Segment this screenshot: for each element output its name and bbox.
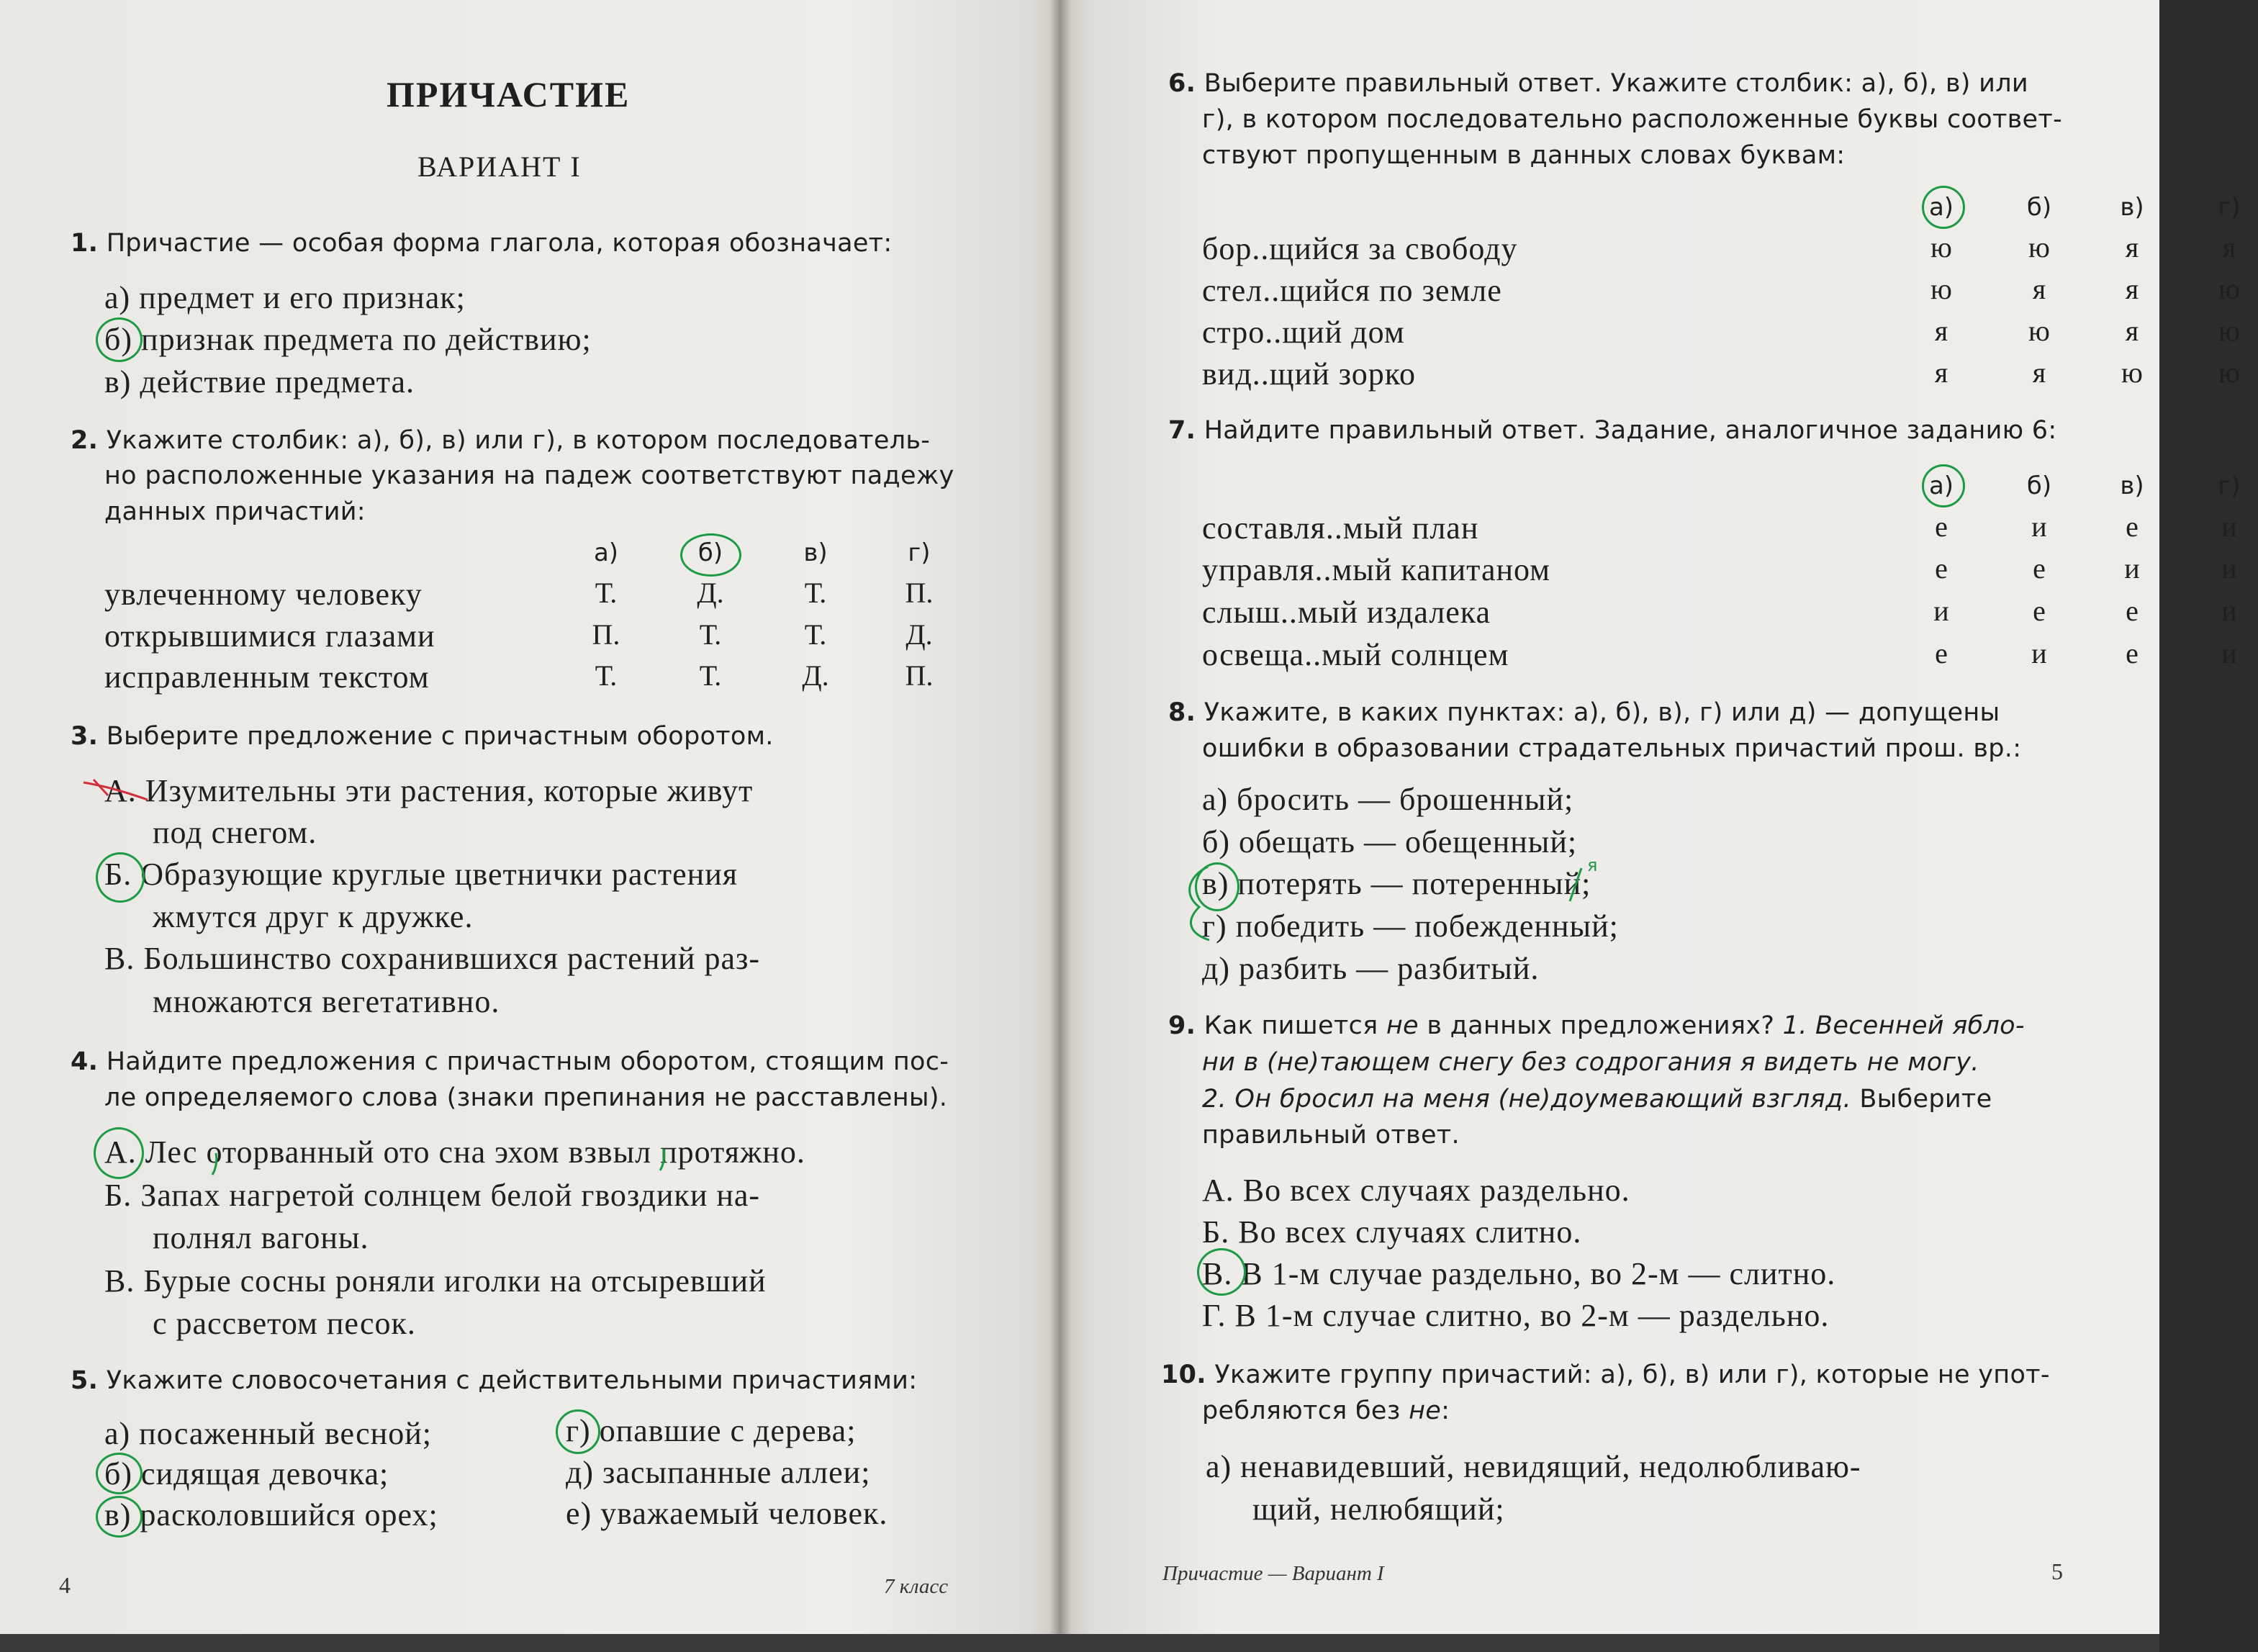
left-page [0,0,1062,1652]
answer-option[interactable]: а) ненавидевший, невидящий, недолюбливаю- [1206,1449,1861,1484]
table-row-label: слыш..мый издалека [1202,595,1491,630]
question-text-line: ствуют пропущенным в данных словах буквам: [1202,141,1846,170]
question-text: Причастие — особая форма глагола, которая обозначает: [106,229,893,258]
table-cell: и [2124,552,2140,584]
question-number: 2. [71,426,99,455]
answer-option[interactable]: В. Большинство сохранившихся растений раз- [104,941,761,976]
question-number: 1. [71,229,99,258]
table-cell: Т. [804,577,827,609]
table-cell: и [2221,510,2237,543]
table-cell: Д. [697,577,724,609]
table-cell: П. [592,618,620,651]
table-cell: и [2031,637,2047,669]
question-text: в данных предложениях? [1418,1011,1783,1040]
circled-answer-mark [96,1453,143,1494]
answer-option-continuation: множаются вегетативно. [153,984,500,1019]
answer-option[interactable]: Б. Запах нагретой солнцем белой гвоздики на- [104,1178,761,1213]
question-text-line: Укажите группу причастий: а), б), в) или г), которые не упот- [1214,1360,2050,1389]
table-cell: ю [2028,231,2050,263]
answer-option[interactable]: в) расколовшийся орех; [104,1497,438,1533]
question-text: не [1386,1011,1419,1040]
table-row-label: бор..щийся за свободу [1202,231,1518,266]
page-number: 4 [59,1572,71,1598]
answer-option[interactable]: г) опавшие с дерева; [566,1413,857,1448]
table-cell: и [2031,510,2047,543]
table-cell: Т. [699,618,722,651]
column-header[interactable]: в) [2120,471,2144,500]
question-number: 7. [1168,416,1196,445]
page-number: 5 [2051,1558,2063,1584]
question-text-line: ле определяемого слова (знаки препинания не расставлены). [104,1083,948,1112]
question-text-line: Выберите правильный ответ. Укажите столбик: а), б), в) или [1203,69,2028,98]
question-text: Как пишется [1203,1011,1386,1040]
table-cell: ю [2028,315,2050,347]
table-cell: е [1935,637,1948,669]
table-cell: я [1934,315,1948,347]
table-cell: ю [1930,273,1952,305]
correction-stroke [1566,864,1587,907]
column-header[interactable]: а) [1928,471,1954,500]
table-row-label: стро..щий дом [1202,315,1405,350]
question-text: : [1441,1396,1450,1425]
question-text: ребляются без [1202,1396,1409,1425]
question-text-line: Укажите, в каких пунктах: а), б), в), г) или д) — допущены [1203,698,2000,727]
answer-option[interactable]: д) засыпанные аллеи; [566,1455,871,1490]
question-number: 10. [1161,1360,1206,1389]
answer-option[interactable]: г) победить — побежденный; [1202,908,1619,944]
table-cell: ю [2121,356,2143,389]
circled-answer-mark [96,1496,143,1538]
column-header[interactable]: г) [908,538,931,567]
answer-option[interactable]: д) разбить — разбитый. [1202,951,1540,986]
answer-option[interactable]: в) потерять — потеренный; [1202,866,1591,901]
answer-option[interactable]: Б. Образующие круглые цветнички растения [104,857,739,892]
table-cell: е [2126,595,2139,627]
table-cell: е [1935,510,1948,543]
table-cell: я [2032,273,2046,305]
table-cell: Д. [802,659,829,692]
table-row-label: составля..мый план [1202,510,1479,546]
question-text-line: ни в (не)тающем снегу без содрогания я видеть не могу. [1202,1048,1979,1077]
table-cell: Т. [595,659,618,692]
question-text: Укажите словосочетания с действительными причастиями: [106,1366,918,1395]
question-number: 8. [1168,698,1196,727]
answer-option[interactable]: А. Во всех случаях раздельно. [1202,1173,1630,1208]
table-cell: я [2125,315,2139,347]
answer-option[interactable]: А. Лес оторванный ото сна эхом взвыл протяжно. [104,1134,805,1170]
table-cell: и [1933,595,1949,627]
table-cell: и [2221,595,2237,627]
table-cell: и [2221,637,2237,669]
book-gutter [1049,0,1071,1652]
question-text-line: г), в котором последовательно расположенные буквы соответ- [1202,105,2063,134]
table-cell: е [2126,510,2139,543]
scan-edge [0,1634,2159,1652]
column-header[interactable]: г) [2218,471,2241,500]
question-text: 2. Он бросил на меня (не)доумевающий взгляд. [1202,1085,1851,1114]
answer-option-continuation: жмутся друг к дружке. [153,899,474,934]
circled-answer-mark [96,852,145,903]
answer-option[interactable]: Б. Во всех случаях слитно. [1202,1214,1582,1250]
table-cell: ю [2218,356,2240,389]
table-cell: я [2125,273,2139,305]
table-cell: П. [905,577,934,609]
table-cell: е [2033,552,2046,584]
question-number: 4. [71,1047,99,1076]
question-text-line: Найдите предложения с причастным оборотом, стоящим пос- [106,1047,949,1076]
column-header[interactable]: б) [2026,193,2052,222]
handwritten-correction: я [1587,855,1598,875]
answer-option[interactable]: б) сидящая девочка; [104,1456,389,1491]
strikethrough-mark [79,774,158,810]
table-cell: ю [2218,273,2240,305]
page-title: ПРИЧАСТИЕ [387,74,631,114]
answer-option[interactable]: а) посаженный весной; [104,1416,432,1451]
table-cell: ю [1930,231,1952,263]
question-text: 1. Весенней ябло- [1782,1011,2025,1040]
question-text: Выберите [1851,1085,1992,1114]
question-number: 5. [71,1366,99,1395]
table-cell: я [2032,356,2046,389]
answer-option[interactable]: б) обещать — обещенный; [1202,824,1578,859]
answer-option[interactable]: Г. В 1-м случае слитно, во 2-м — раздельно. [1202,1298,1830,1333]
page-footer: Причастие — Вариант I [1162,1562,1384,1585]
answer-option[interactable]: в) действие предмета. [104,364,415,400]
table-row-label: освеща..мый солнцем [1202,637,1509,672]
right-page [1058,0,2241,1652]
answer-option-continuation: щий, нелюбящий; [1252,1491,1505,1527]
table-cell: е [1935,552,1948,584]
comma-mark [209,1150,223,1179]
question-text-line: правильный ответ. [1202,1121,1460,1150]
answer-option[interactable]: В. В 1-м случае раздельно, во 2-м — слитно. [1202,1256,1836,1291]
table-cell: я [2222,231,2236,263]
question-text: не [1409,1396,1442,1425]
question-text: Выберите предложение с причастным оборотом. [106,722,774,751]
circled-answer-mark [1922,464,1965,507]
answer-option[interactable]: б) признак предмета по действию; [104,322,592,357]
column-header[interactable]: б) [697,538,723,567]
answer-option[interactable]: А. Изумительны эти растения, которые живут [104,773,754,808]
column-header[interactable]: в) [2120,193,2144,222]
table-cell: е [2126,637,2139,669]
question-text: Найдите правильный ответ. Задание, аналогичное заданию 6: [1203,416,2057,445]
bracket-mark [1179,862,1222,945]
column-header[interactable]: б) [2026,471,2052,500]
answer-option[interactable]: В. Бурые сосны роняли иголки на отсыревший [104,1263,767,1299]
answer-option-continuation: под снегом. [153,815,317,850]
column-header[interactable]: а) [593,538,619,567]
answer-option[interactable]: е) уважаемый человек. [566,1496,888,1531]
table-cell: ю [2218,315,2240,347]
circled-answer-mark [680,533,741,577]
comma-mark [656,1146,671,1175]
table-row-label: увлеченному человеку [104,577,423,612]
table-cell: Т. [595,577,618,609]
answer-option-continuation: с рассветом песок. [153,1306,416,1341]
column-header[interactable]: г) [2218,193,2241,222]
table-row-label: исправленным текстом [104,659,430,695]
circled-answer-mark [556,1409,600,1454]
question-text-line: Укажите столбик: а), б), в) или г), в котором последователь- [106,426,931,455]
table-cell: Т. [804,618,827,651]
circled-answer-mark [1197,1248,1246,1296]
table-cell: я [1934,356,1948,389]
table-row-label: стел..щийся по земле [1202,273,1502,308]
table-cell: Д. [906,618,933,651]
question-number: 9. [1168,1011,1196,1040]
answer-option[interactable]: а) бросить — брошенный; [1202,782,1574,817]
table-row-label: открывшимися глазами [104,618,435,654]
answer-option[interactable]: а) предмет и его признак; [104,280,466,315]
table-row-label: вид..щий зорко [1202,356,1416,392]
table-cell: е [2033,595,2046,627]
column-header[interactable]: а) [1928,193,1954,222]
question-number: 6. [1168,69,1196,98]
page-footer: 7 класс [884,1575,949,1598]
table-cell: Т. [699,659,722,692]
circled-answer-mark [94,1127,144,1179]
question-text-line: ошибки в образовании страдательных причастий прош. вр.: [1202,734,2022,763]
question-text-line: но расположенные указания на падеж соответствуют падежу [104,461,954,490]
answer-option-continuation: полнял вагоны. [153,1220,369,1255]
circled-answer-mark [1922,186,1965,229]
question-text-line: данных причастий: [104,497,366,526]
table-cell: и [2221,552,2237,584]
question-number: 3. [71,722,99,751]
table-cell: П. [905,659,934,692]
table-row-label: управля..мый капитаном [1202,552,1551,587]
column-header[interactable]: в) [803,538,828,567]
table-cell: я [2125,231,2139,263]
variant-heading: ВАРИАНТ I [417,150,582,183]
circled-answer-mark [96,317,143,362]
